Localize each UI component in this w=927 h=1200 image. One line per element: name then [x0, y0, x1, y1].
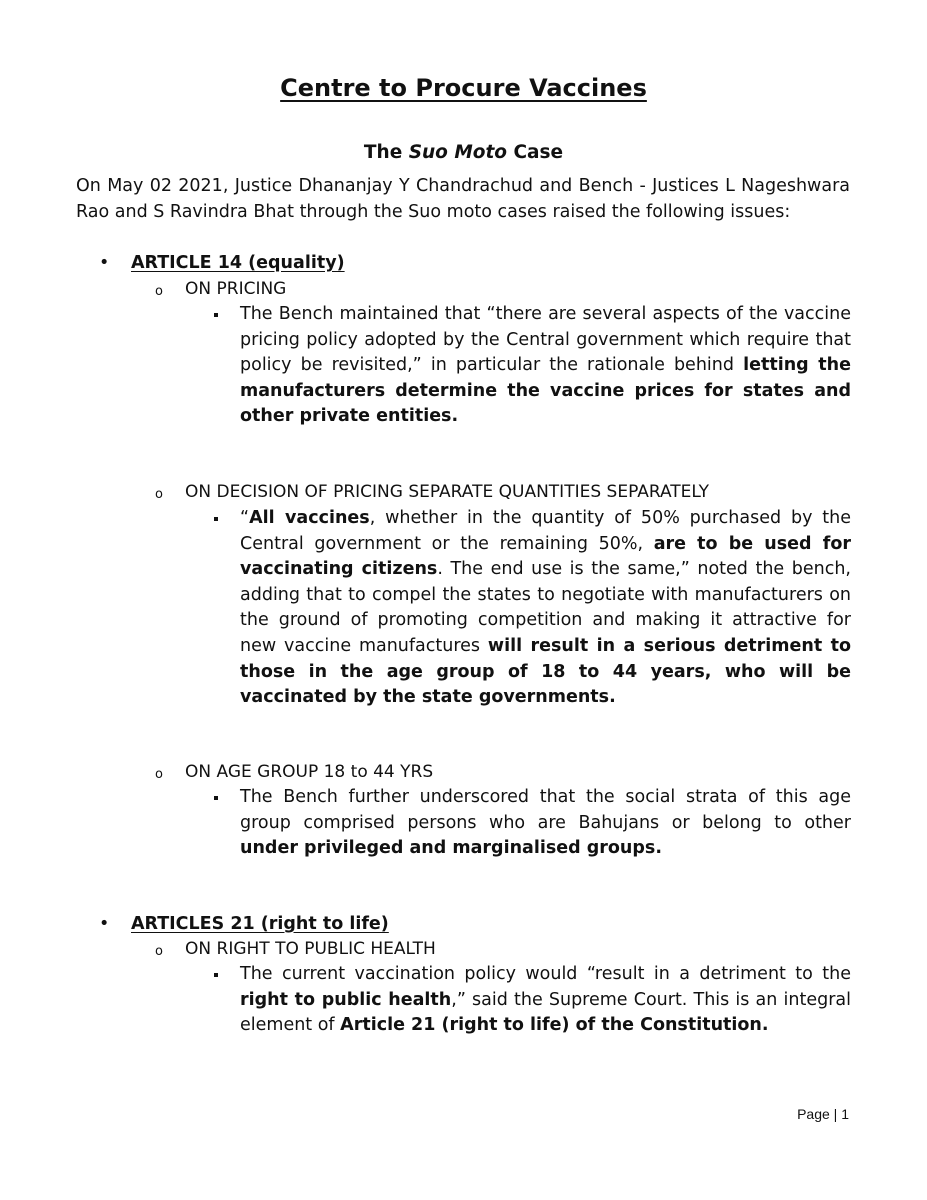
section-subtitle [0, 142, 927, 163]
article-21-heading: • ARTICLES 21 (right to life) [131, 912, 389, 937]
quantities-quote-open: “ [240, 508, 250, 528]
subtitle-suffix: Case [507, 142, 564, 163]
pricing-subheading: o ON PRICING [185, 277, 286, 302]
quantities-text-2: . The end use is the same,” noted the bench, adding that to compel the states to negotiate with manufacturers on the ground of promoting competition and making it attractive for new vaccine manufactures [240, 559, 851, 656]
quantities-paragraph [240, 506, 851, 711]
pricing-bold: letting the manufacturers determine the vaccine prices for states and other private entities. [240, 355, 851, 427]
quantities-bold-3: will result in a serious detriment to those in the age group of 18 to 44 years, who will be vaccinated by the state governments. [240, 635, 851, 708]
public-health-text-2: ,” said the Supreme Court. This is an integral element of [240, 989, 851, 1036]
page-number: Page | 1 [797, 1106, 849, 1122]
public-health-text-1: The current vaccination policy would “result in a detriment to the [240, 964, 851, 984]
article-14-heading: • ARTICLE 14 (equality) [131, 251, 345, 276]
quantities-bold-1: All vaccines [249, 508, 370, 528]
quantities-subheading: o ON DECISION OF PRICING SEPARATE QUANTITIES SEPARATELY [185, 480, 709, 505]
subtitle-italic: Suo Moto [408, 142, 508, 163]
age-group-bold: under privileged and marginalised groups. [240, 838, 662, 859]
public-health-subheading: o ON RIGHT TO PUBLIC HEALTH [185, 937, 436, 962]
subtitle-prefix: The [363, 142, 409, 163]
quantities-text-1: , whether in the quantity of 50% purchased by the Central government or the remaining 50%, [240, 508, 851, 554]
public-health-bold-2: Article 21 (right to life) of the Constitution. [340, 1015, 769, 1036]
document-title: Centre to Procure Vaccines [280, 74, 647, 102]
pricing-text: The Bench maintained that “there are several aspects of the vaccine pricing policy adopted by the Central government which require that policy be revisited,” in particular the rationale behind [240, 304, 851, 376]
age-group-paragraph [240, 785, 851, 862]
age-group-text: The Bench further underscored that the social strata of this age group comprised persons who are Bahujans or belong to other [240, 787, 851, 833]
quantities-bold-2: are to be used for vaccinating citizens [240, 533, 851, 580]
public-health-bold-1: right to public health [240, 989, 452, 1010]
public-health-paragraph [240, 962, 851, 1039]
age-group-subheading: o ON AGE GROUP 18 to 44 YRS [185, 760, 433, 785]
pricing-paragraph [240, 302, 851, 430]
intro-paragraph: On May 02 2021, Justice Dhananjay Y Chandrachud and Bench - Justices L Nageshwara Rao and S Ravindra Bhat through the Suo moto cases raised the following issues: [76, 176, 850, 222]
